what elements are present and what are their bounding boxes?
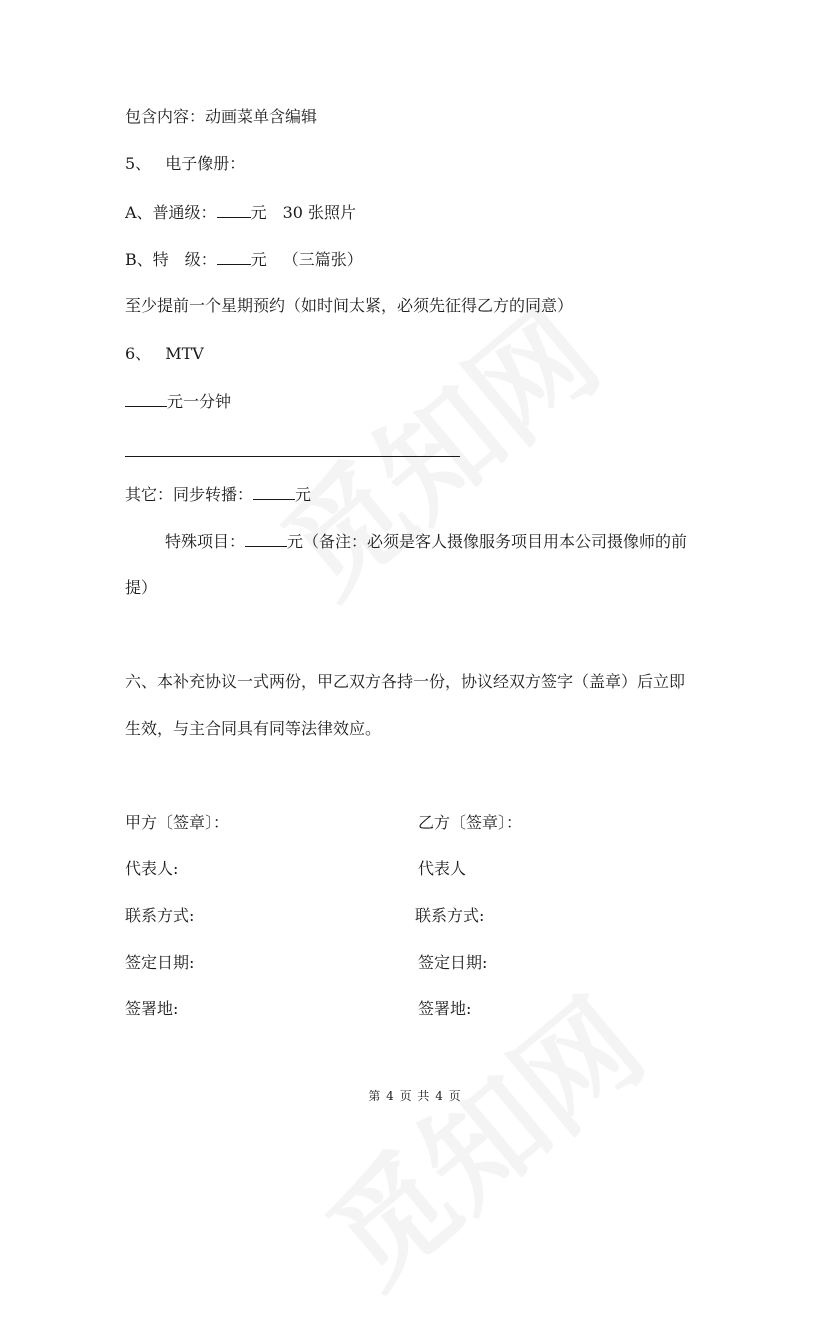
party-a-contact: 联系方式: [125, 906, 195, 925]
clause-six-line2: 生效，与主合同具有同等法律效应。 [125, 719, 382, 738]
party-a-title: 甲方〔签章〕： [125, 813, 230, 832]
price-blank [125, 390, 167, 407]
price-unit: 元 [295, 485, 312, 504]
party-a-date: 签定日期: [125, 953, 195, 972]
special-item-line [165, 530, 687, 553]
normal-level-label: A、普通级： [125, 203, 217, 222]
party-a-rep: 代表人: [125, 859, 179, 878]
item-5-heading [125, 153, 245, 175]
item-number: 6、 [125, 344, 152, 363]
page-footer: 第 4 页 共 4 页 [368, 1089, 462, 1103]
mtv-price-text: 元一分钟 [167, 392, 232, 411]
special-item-line-cont: 提） [125, 578, 158, 597]
price-blank [217, 248, 251, 265]
item-title: 电子像册： [165, 154, 246, 173]
clause-six-line1: 六、本补充协议一式两份，甲乙双方各持一份，协议经双方签字（盖章）后立即 [125, 672, 686, 691]
watermark [242, 264, 628, 627]
watermark-bottom [287, 954, 673, 1317]
party-a-place: 签署地: [125, 999, 179, 1018]
booking-note: 至少提前一个星期预约（如时间太紧，必须先征得乙方的同意） [125, 296, 574, 315]
item-6-heading [125, 343, 204, 365]
special-item-note: 元（备注：必须是客人摄像服务项目用本公司摄像师的前 [287, 532, 688, 551]
normal-level-line [125, 201, 356, 224]
mtv-price-line [125, 390, 231, 413]
price-blank [253, 483, 295, 500]
special-item-label: 特殊项目： [165, 532, 246, 551]
special-level-line [125, 248, 363, 271]
content-line: 包含内容：动画菜单含编辑 [125, 107, 318, 126]
special-note: （三篇张） [282, 250, 363, 269]
other-label: 其它：同步转播： [125, 485, 254, 504]
party-b-date: 签定日期: [418, 953, 488, 972]
party-b-rep: 代表人 [418, 859, 467, 878]
price-unit: 元 [250, 250, 267, 269]
party-b-contact: 联系方式: [415, 906, 485, 925]
other-line [125, 483, 311, 506]
price-blank [217, 201, 251, 218]
special-level-label: B、特 级： [125, 250, 217, 269]
party-b-place: 签署地: [418, 999, 472, 1018]
price-unit: 元 [250, 203, 267, 222]
divider-line [125, 456, 460, 457]
item-title: MTV [165, 344, 204, 363]
item-number: 5、 [125, 154, 152, 173]
party-b-title: 乙方〔签章〕： [418, 813, 523, 832]
price-blank [245, 530, 287, 547]
photo-count: 30 张照片 [282, 203, 357, 222]
